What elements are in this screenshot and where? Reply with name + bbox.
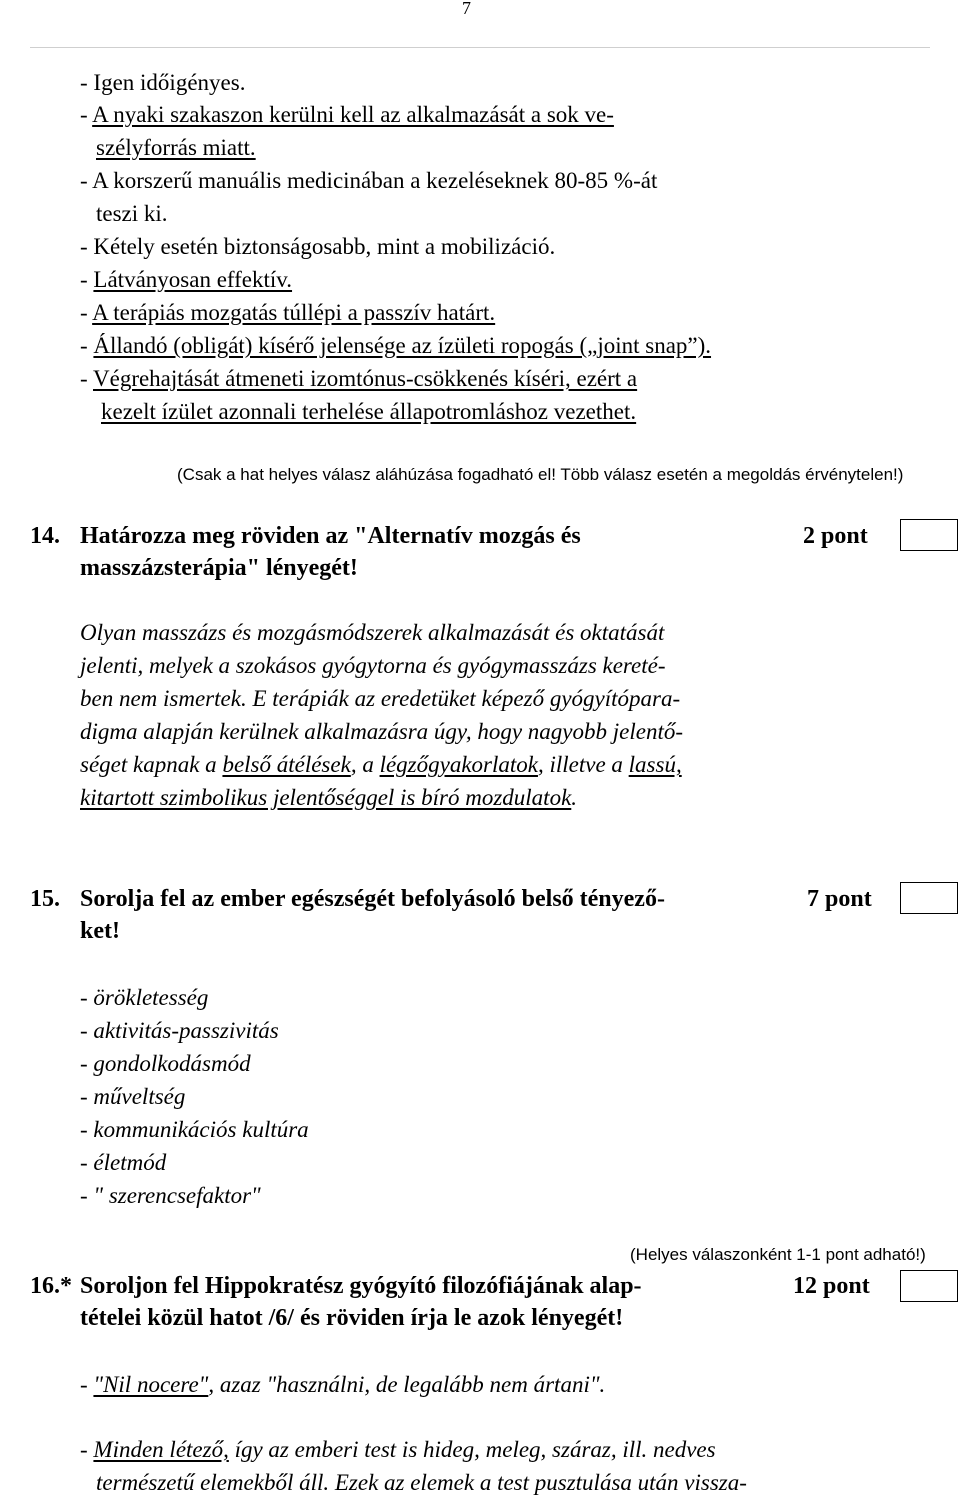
question-text: Soroljon fel Hippokratész gyógyító filozófiájának alap- [80, 1273, 642, 1299]
list-item: - A terápiás mozgatás túllépi a passzív határt. [80, 300, 496, 325]
points-label: 12 pont [793, 1273, 870, 1299]
list-item: - életmód [80, 1150, 167, 1175]
question-text: Határozza meg röviden az "Alternatív mozgás és [80, 523, 581, 549]
list-item: kezelt ízület azonnali terhelése állapotromláshoz vezethet. [101, 399, 637, 424]
answer-line: digma alapján kerülnek alkalmazásra úgy, hogy nagyobb jelentő- [80, 719, 684, 744]
answer-line: séget kapnak a belső átélések, a légzőgyakorlatok, illetve a lassú, [80, 752, 682, 777]
answer-line: természetű elemekből áll. Ezek az elemek a test pusztulása után vissza- [96, 1470, 747, 1495]
score-box[interactable] [900, 1270, 958, 1302]
answer-line: - "Nil nocere", azaz "használni, de legalább nem ártani". [80, 1372, 606, 1397]
question-number: 14. [30, 523, 60, 549]
answer-line: jelenti, melyek a szokásos gyógytorna és gyógymasszázs kereté- [80, 653, 666, 678]
score-box[interactable] [900, 882, 958, 914]
header-divider [30, 47, 930, 48]
list-item: - Igen időigényes. [80, 70, 246, 95]
page-number: 7 [462, 0, 471, 18]
list-item: - kommunikációs kultúra [80, 1117, 309, 1142]
list-item: - gondolkodásmód [80, 1051, 251, 1076]
scoring-note: (Helyes válaszonként 1-1 pont adható!) [630, 1245, 926, 1264]
points-label: 7 pont [807, 886, 872, 912]
question-text: tételei közül hatot /6/ és röviden írja le azok lényegét! [80, 1305, 624, 1331]
list-item: - örökletesség [80, 985, 209, 1010]
list-item: - Kétely esetén biztonságosabb, mint a mobilizáció. [80, 234, 556, 259]
list-item: - Végrehajtását átmeneti izomtónus-csökkenés kíséri, ezért a [80, 366, 638, 391]
list-item: - A nyaki szakaszon kerülni kell az alkalmazását a sok ve- [80, 102, 614, 127]
answer-line: - Minden létező, így az emberi test is hideg, meleg, száraz, ill. nedves [80, 1437, 716, 1462]
question-text: masszázsterápia" lényegét! [80, 555, 358, 581]
list-item: - Állandó (obligát) kísérő jelensége az ízületi ropogás („joint snap”). [80, 333, 712, 358]
list-item: - Látványosan effektív. [80, 267, 293, 292]
points-label: 2 pont [803, 523, 868, 549]
list-item: teszi ki. [96, 201, 168, 226]
list-item: szélyforrás miatt. [96, 135, 256, 160]
answer-line: Olyan masszázs és mozgásmódszerek alkalmazását és oktatását [80, 620, 665, 645]
scoring-note: (Csak a hat helyes válasz aláhúzása fogadható el! Több válasz esetén a megoldás érvénytelen!) [177, 465, 904, 484]
list-item: - műveltség [80, 1084, 186, 1109]
list-item: - aktivitás-passzivitás [80, 1018, 279, 1043]
list-item: - " szerencsefaktor" [80, 1183, 261, 1208]
answer-line: kitartott szimbolikus jelentőséggel is bíró mozdulatok. [80, 785, 578, 810]
question-number: 16.* [30, 1273, 72, 1299]
answer-line: ben nem ismertek. E terápiák az eredetüket képező gyógyítópara- [80, 686, 681, 711]
score-box[interactable] [900, 519, 958, 551]
question-text: Sorolja fel az ember egészségét befolyásoló belső tényező- [80, 886, 665, 912]
list-item: - A korszerű manuális medicinában a kezeléseknek 80-85 %-át [80, 168, 658, 193]
question-text: ket! [80, 918, 120, 944]
question-number: 15. [30, 886, 60, 912]
